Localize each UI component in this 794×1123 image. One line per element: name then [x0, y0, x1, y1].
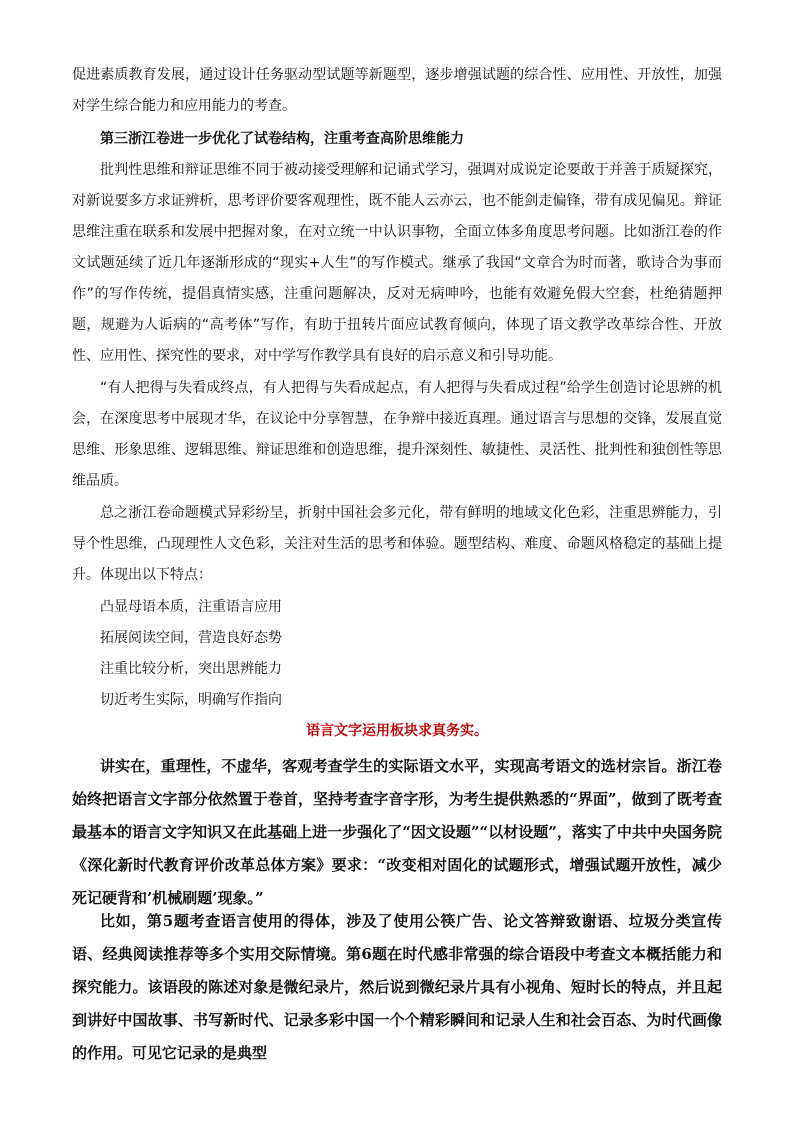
list-item: 注重比较分析，突出思辨能力 [100, 661, 282, 677]
list-item: 凸显母语本质，注重语言应用 [100, 599, 282, 615]
paragraph-1: 促进素质教育发展，通过设计任务驱动型试题等新题型，逐步增强试题的综合性、应用性、开放性，加强对学生综合能力和应用能力的考查。 [72, 67, 722, 114]
paragraph-3: “有人把得与失看成终点，有人把得与失看成起点，有人把得与失看成过程”给学生创造讨论思辨的机会，在深度思考中展现才华，在议论中分享智慧，在争辩中接近真理。通过语言与思想的交锋，发展直觉思维、形象思维、逻辑思维、辩证思维和创造思维，提升深刻性、敏捷性、灵活性、批判性和独创性等思维品质。 [72, 380, 722, 489]
paragraph-2: 批判性思维和辩证思维不同于被动接受理解和记诵式学习，强调对成说定论要敢于并善于质疑探究，对新说要多方求证辨析，思考评价要客观理性，既不能人云亦云，也不能剑走偏锋，带有成见偏见。辩证思维注重在联系和发展中把握对象，在对立统一中认识事物，全面立体多角度思考问题。比如浙江卷的作文试题延续了近几年逐渐形成的“现实+人生”的写作模式。继承了我国“文章合为时而著，歌诗合为事而作”的写作传统，提倡真情实感，注重问题解决，反对无病呻吟，也能有效避免假大空套，杜绝猜题押题，规避为人诟病的“高考体”写作，有助于扭转片面应试教育倾向，体现了语文教学改革综合性、开放性、应用性、探究性的要求，对中学写作教学具有良好的启示意义和引导功能。 [72, 162, 722, 364]
paragraph-6: 比如，第5题考查语言使用的得体，涉及了使用公筷广告、论文答辩致谢语、垃圾分类宣传语、经典阅读推荐等多个实用交际情境。第6题在时代感非常强的综合语段中考查文本概括能力和探究能力。该语段的陈述对象是微纪录片，然后说到微纪录片具有小视角、短时长的特点，并且起到讲好中国故事、书写新时代、记录多彩中国一个个精彩瞬间和记录人生和社会百态、为时代画像的作用。可见它记录的是典型 [72, 912, 722, 1062]
section-heading-3: 第三浙江卷进一步优化了试卷结构，注重考查高阶思维能力 [100, 131, 464, 147]
list-item: 拓展阅读空间，营造良好态势 [100, 630, 282, 646]
list-item: 切近考生实际，明确写作指向 [100, 692, 282, 708]
paragraph-5: 讲实在，重理性，不虚华，客观考查学生的实际语文水平，实现高考语文的选材宗旨。浙江卷始终把语言文字部分依然置于卷首，坚持考查字音字形，为考生提供熟悉的“界面”，做到了既考查最基本的语言文字知识又在此基础上进一步强化了“因文设题”“以材设题”，落实了中共中央国务院《深化新时代教育评价改革总体方案》要求：“改变相对固化的试题形式，增强试题开放性，减少死记硬背和’机械刷题’现象。” [72, 757, 722, 907]
paragraph-4: 总之浙江卷命题模式异彩纷呈，折射中国社会多元化，带有鲜明的地域文化色彩，注重思辨能力，引导个性思维，凸现理性人文色彩，关注对生活的思考和体验。题型结构、难度、命题风格稳定的基础上提升。体现出以下特点： [72, 505, 722, 583]
section-title: 语言文字运用板块求真务实。 [306, 723, 488, 739]
